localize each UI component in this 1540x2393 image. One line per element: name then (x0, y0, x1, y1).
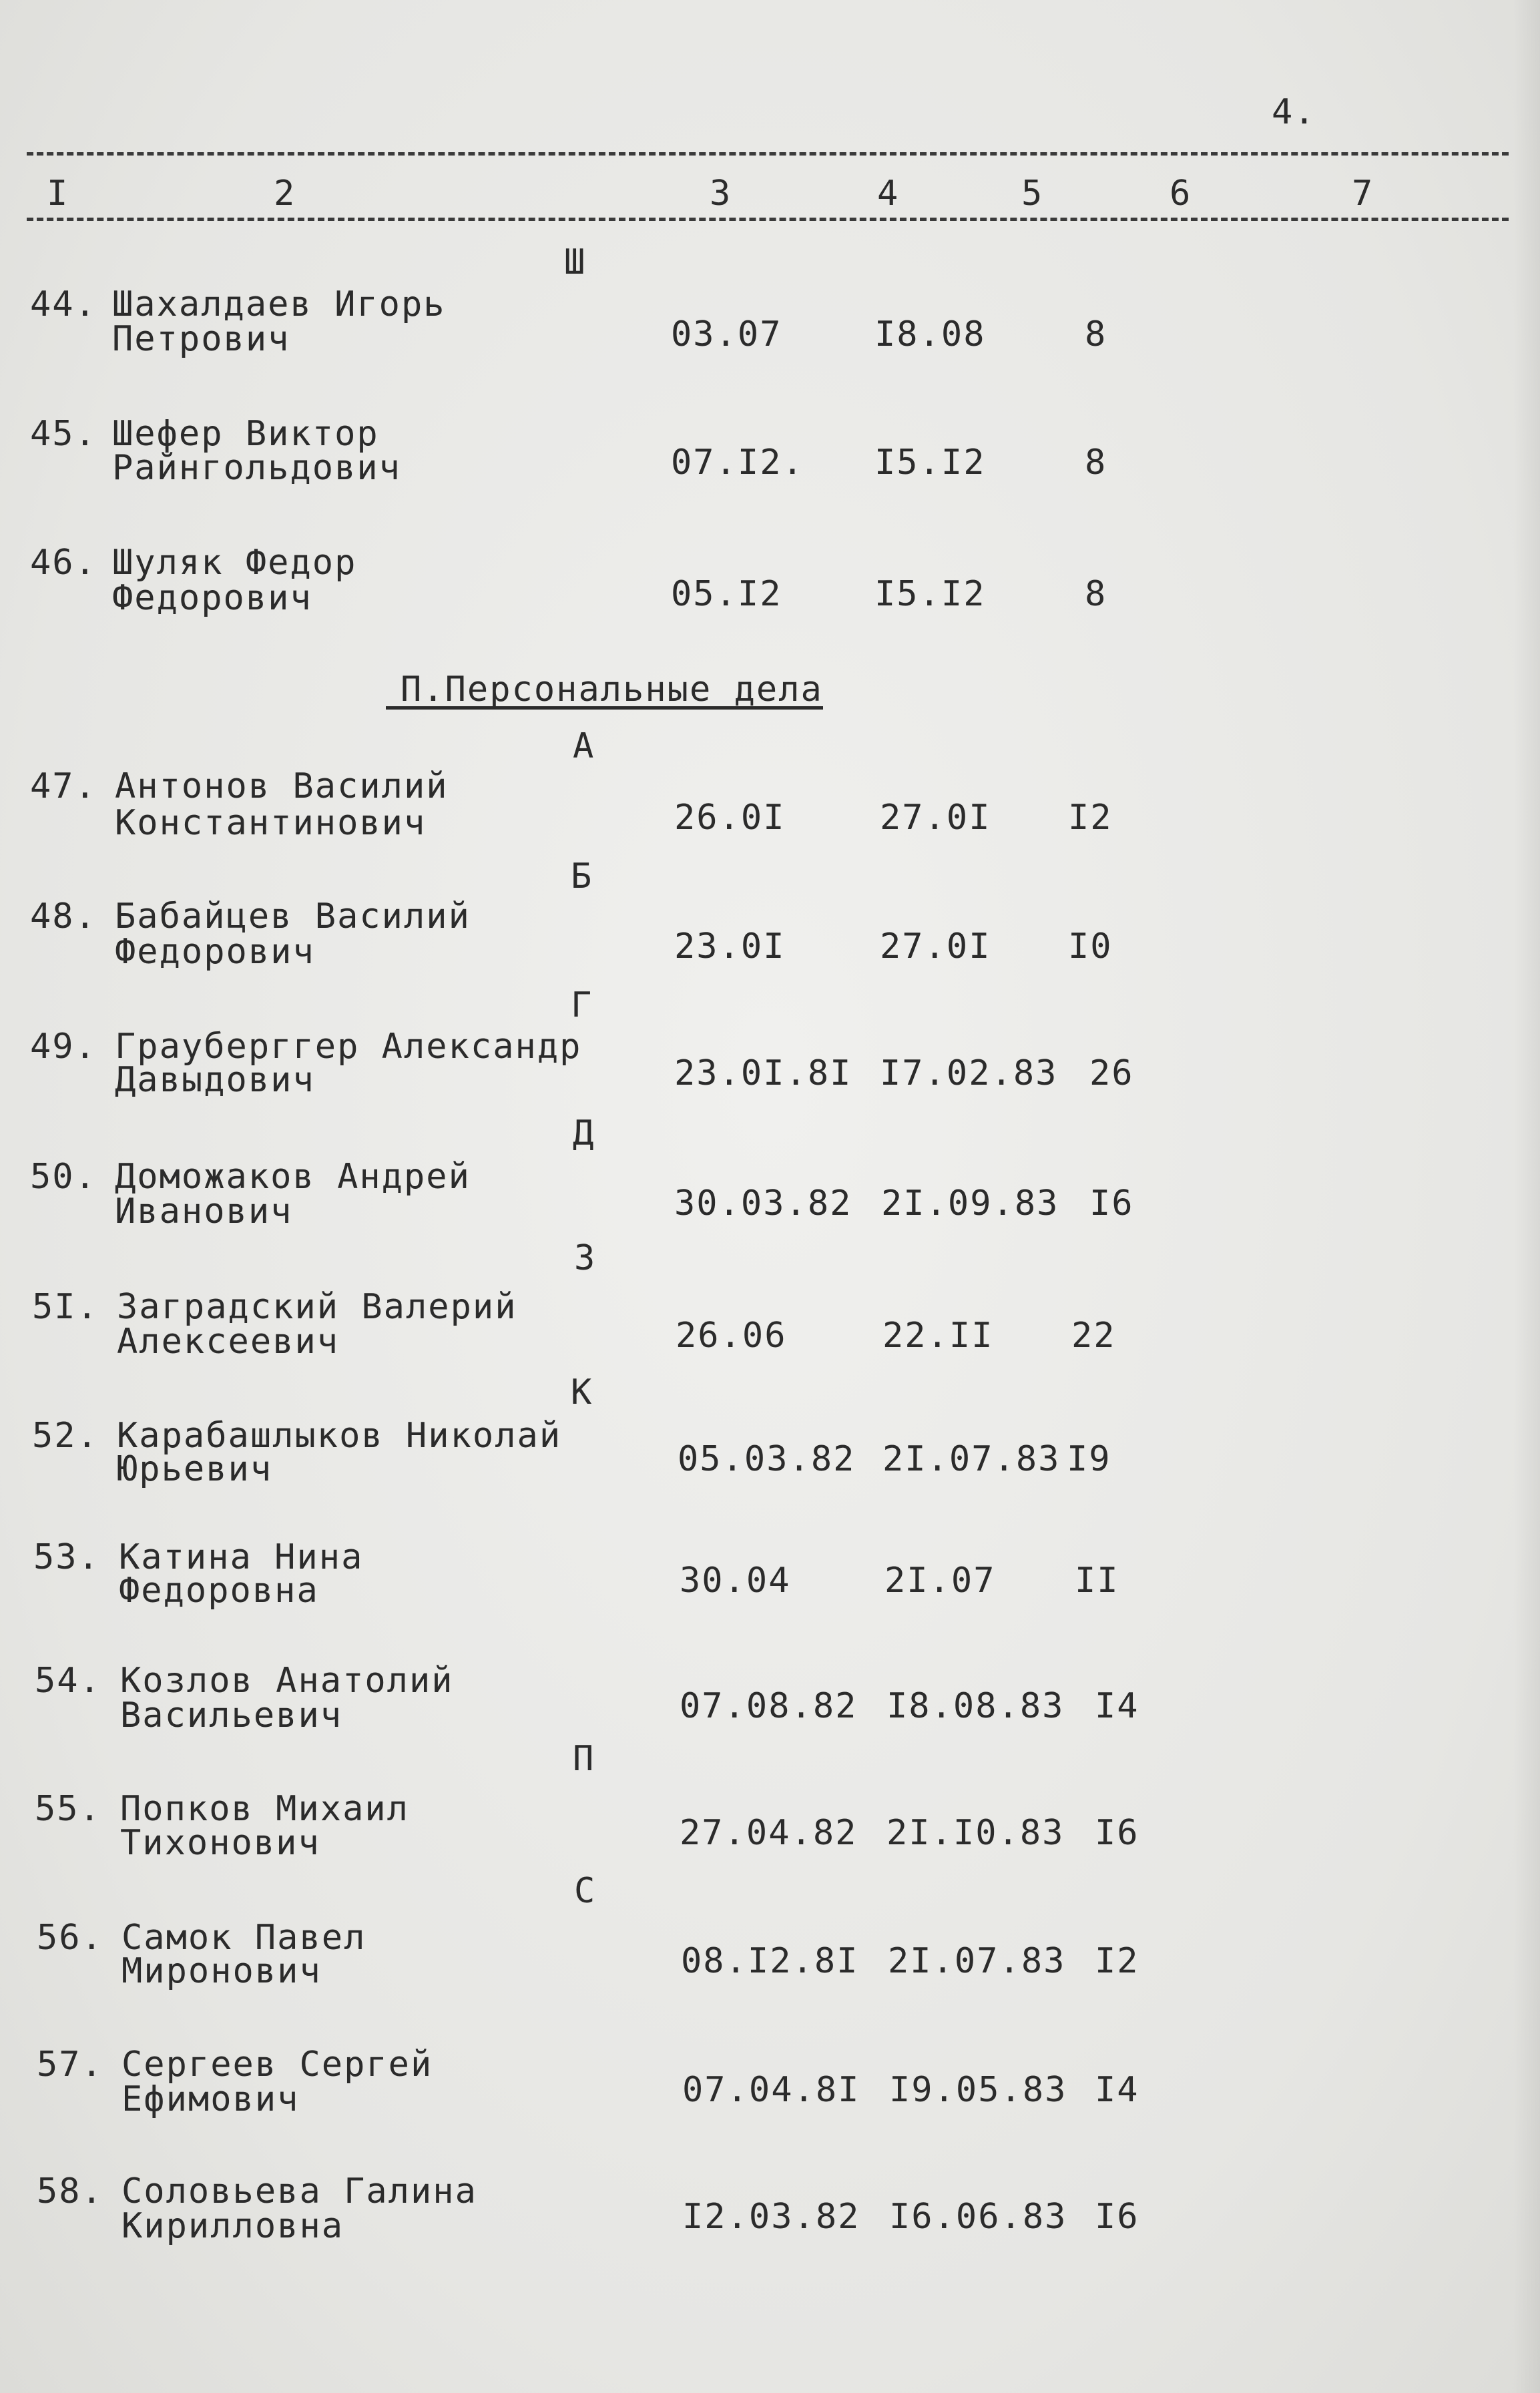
person-patronymic: Иванович (115, 1191, 293, 1232)
end-date: I8.08 (874, 314, 986, 354)
person-patronymic: Тихонович (120, 1823, 320, 1863)
column-header-6: 6 (1170, 174, 1192, 214)
start-date: I2.03.82 (682, 2197, 860, 2237)
person-name: Сергеев Сергей (121, 2045, 433, 2085)
person-patronymic: Федоровна (119, 1571, 319, 1611)
person-name: Заградский Валерий (117, 1287, 517, 1327)
row-number: 53. (33, 1537, 100, 1577)
sheet-count: I4 (1095, 2070, 1139, 2110)
end-date: I6.06.83 (889, 2197, 1067, 2237)
start-date: 07.04.8I (682, 2070, 860, 2110)
person-patronymic: Ефимович (121, 2079, 300, 2119)
person-patronymic: Константинович (115, 803, 427, 843)
start-date: 03.07 (671, 314, 782, 354)
sheet-count: 8 (1085, 314, 1107, 354)
letter-heading: Г (571, 985, 593, 1025)
start-date: 23.0I (674, 926, 786, 967)
column-header-7: 7 (1352, 174, 1374, 214)
row-number: 5I. (32, 1287, 99, 1327)
end-date: I7.02.83 (880, 1053, 1058, 1093)
end-date: 2I.07.83 (888, 1941, 1066, 1981)
row-number: 48. (30, 896, 97, 937)
sheet-count: I2 (1095, 1941, 1139, 1981)
letter-heading: Ш (564, 242, 587, 282)
person-name: Самок Павел (121, 1918, 366, 1958)
row-number: 55. (35, 1789, 101, 1829)
page-edge-shadow (1513, 0, 1540, 2393)
person-patronymic: Васильевич (120, 1695, 343, 1736)
person-patronymic: Миронович (121, 1951, 322, 1991)
end-date: 27.0I (880, 926, 991, 967)
row-number: 57. (37, 2045, 103, 2085)
end-date: I5.I2 (874, 443, 986, 483)
end-date: 22.II (882, 1316, 994, 1356)
header-rule-top (27, 152, 1509, 156)
column-header-1: I (47, 174, 69, 214)
sheet-count: 8 (1085, 574, 1107, 614)
person-patronymic: Райнгольдович (112, 448, 401, 488)
row-number: 58. (37, 2171, 103, 2211)
person-patronymic: Юрьевич (117, 1449, 273, 1489)
row-number: 56. (37, 1918, 103, 1958)
person-name: Карабашлыков Николай (117, 1416, 562, 1456)
start-date: 26.0I (674, 798, 786, 838)
row-number: 52. (32, 1416, 99, 1456)
section-heading: П.Персональные дела (401, 670, 823, 710)
sheet-count: 8 (1085, 443, 1107, 483)
person-patronymic: Давыдович (115, 1060, 315, 1100)
end-date: 2I.I0.83 (886, 1813, 1065, 1853)
sheet-count: 26 (1089, 1053, 1134, 1093)
letter-heading: К (571, 1372, 593, 1412)
end-date: 2I.09.83 (881, 1183, 1059, 1224)
sheet-count: II (1075, 1561, 1119, 1601)
person-name: Доможаков Андрей (115, 1157, 471, 1197)
column-header-5: 5 (1021, 174, 1044, 214)
column-header-2: 2 (274, 174, 296, 214)
person-name: Бабайцев Василий (115, 896, 471, 937)
sheet-count: I4 (1095, 1686, 1139, 1726)
column-header-4: 4 (877, 174, 900, 214)
person-name: Соловьева Галина (121, 2171, 477, 2211)
letter-heading: П (573, 1739, 595, 1779)
person-patronymic: Кирилловна (121, 2206, 344, 2246)
end-date: 2I.07 (884, 1561, 996, 1601)
person-patronymic: Федорович (112, 578, 312, 618)
start-date: 07.I2. (671, 443, 804, 483)
sheet-count: I2 (1068, 798, 1113, 838)
person-patronymic: Федорович (115, 932, 315, 972)
end-date: 27.0I (880, 798, 991, 838)
letter-heading: Д (573, 1113, 595, 1153)
start-date: 05.03.82 (678, 1439, 856, 1479)
letter-heading: З (574, 1238, 597, 1278)
person-name: Шефер Виктор (112, 414, 379, 454)
letter-heading: С (574, 1871, 597, 1911)
start-date: 30.04 (680, 1561, 791, 1601)
sheet-count: I9 (1067, 1439, 1111, 1479)
row-number: 49. (30, 1027, 97, 1067)
person-name: Шуляк Федор (112, 543, 357, 583)
person-patronymic: Алексеевич (117, 1322, 340, 1362)
start-date: 23.0I.8I (674, 1053, 852, 1093)
start-date: 27.04.82 (680, 1813, 858, 1853)
row-number: 45. (30, 414, 97, 454)
letter-heading: А (573, 726, 595, 766)
sheet-count: I6 (1089, 1183, 1134, 1224)
column-header-3: 3 (710, 174, 732, 214)
person-name: Грауберггер Александр (115, 1027, 582, 1067)
start-date: 26.06 (676, 1316, 787, 1356)
end-date: 2I.07.83 (882, 1439, 1061, 1479)
section-heading-underline (386, 706, 823, 710)
row-number: 54. (35, 1661, 101, 1701)
end-date: I9.05.83 (889, 2070, 1067, 2110)
sheet-count: I6 (1095, 1813, 1139, 1853)
row-number: 46. (30, 543, 97, 583)
end-date: I5.I2 (874, 574, 986, 614)
person-name: Шахалдаев Игорь (112, 284, 446, 324)
row-number: 47. (30, 766, 97, 806)
letter-heading: Б (571, 856, 593, 896)
person-patronymic: Петрович (112, 319, 290, 359)
person-name: Козлов Анатолий (120, 1661, 454, 1701)
person-name: Катина Нина (119, 1537, 364, 1577)
person-name: Антонов Василий (115, 766, 449, 806)
start-date: 05.I2 (671, 574, 782, 614)
sheet-count: I0 (1068, 926, 1113, 967)
page-number: 4. (1272, 92, 1316, 132)
row-number: 50. (30, 1157, 97, 1197)
start-date: 07.08.82 (680, 1686, 858, 1726)
header-rule-bottom (27, 218, 1509, 221)
start-date: 08.I2.8I (681, 1941, 859, 1981)
start-date: 30.03.82 (674, 1183, 852, 1224)
row-number: 44. (30, 284, 97, 324)
person-name: Попков Михаил (120, 1789, 409, 1829)
end-date: I8.08.83 (886, 1686, 1065, 1726)
sheet-count: 22 (1071, 1316, 1116, 1356)
sheet-count: I6 (1095, 2197, 1139, 2237)
